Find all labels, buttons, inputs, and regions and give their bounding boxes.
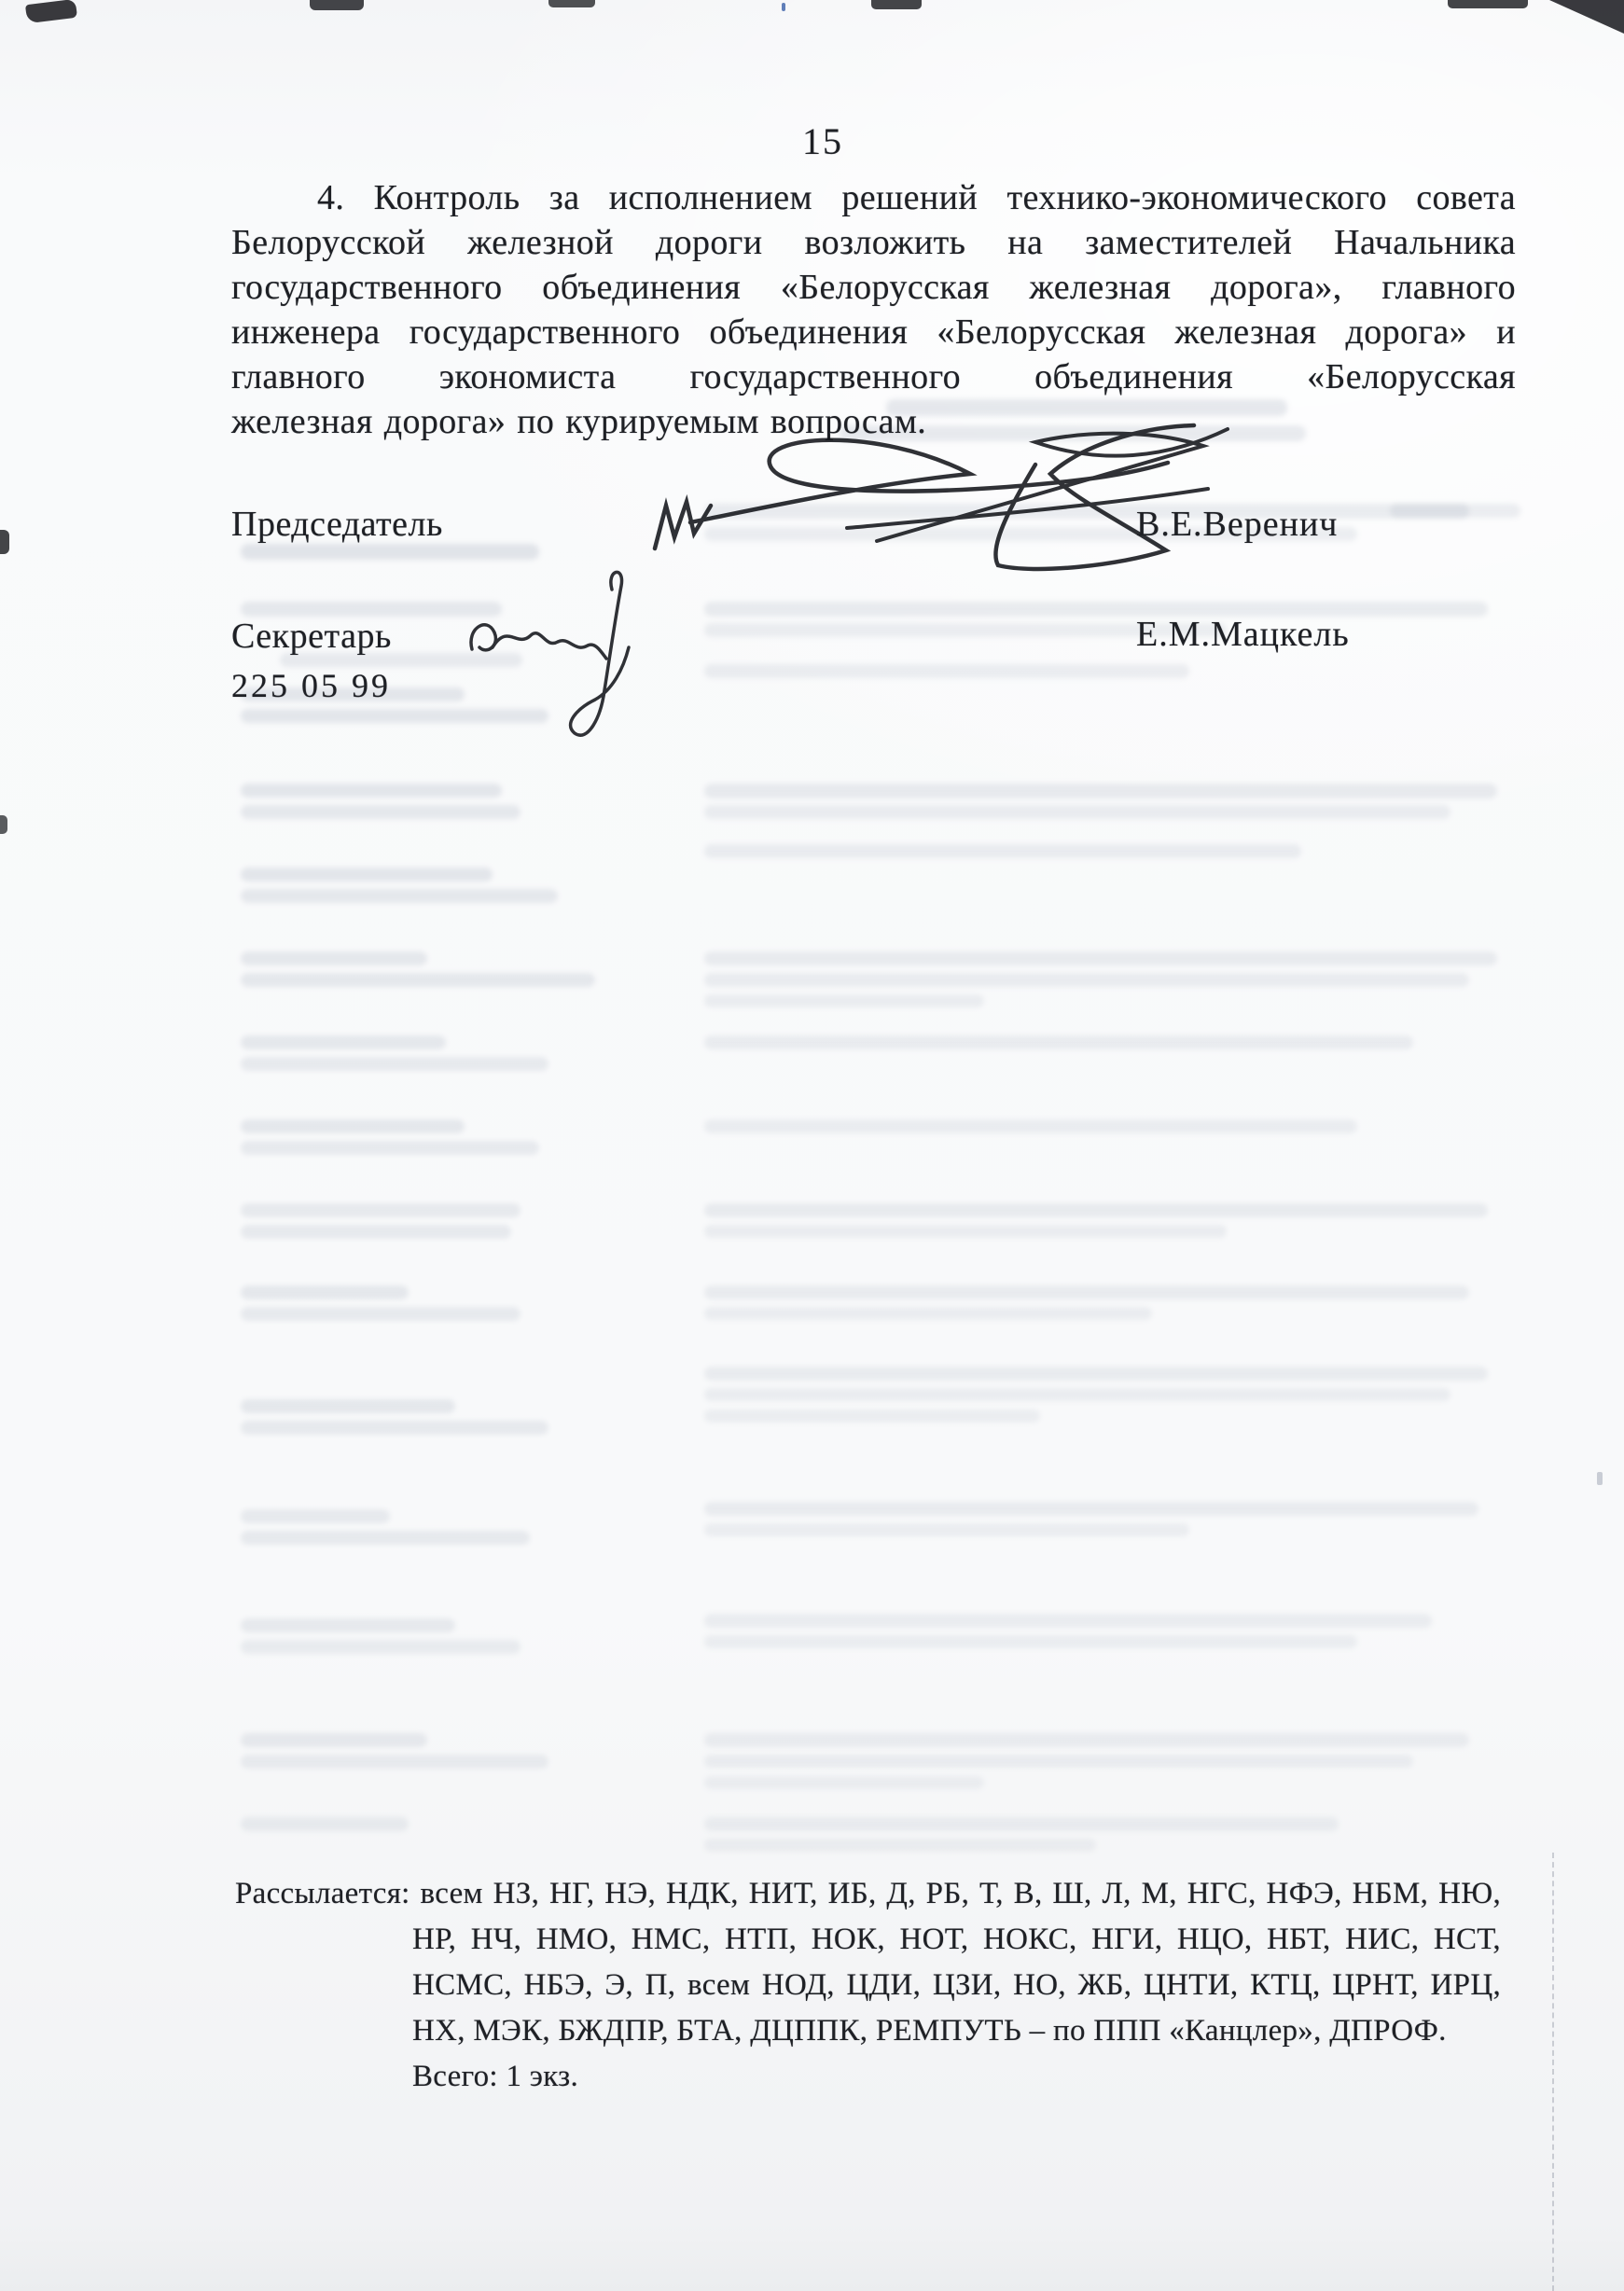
bleed-through-line [704,951,1497,965]
bleed-through-line [704,844,1301,858]
bleed-through-line [704,973,1469,987]
bleed-through-line [241,1755,548,1769]
signature-scribble-icon [446,558,698,758]
bleed-through-line [241,868,493,882]
bleed-through-line [704,1614,1432,1628]
scan-artifact [548,0,595,7]
bleed-through-line [704,1388,1450,1401]
distribution-line: Всего: 1 экз. [412,2060,579,2093]
chairman-signature [597,409,1287,586]
distribution-line: Рассылается: всем НЗ, НГ, НЭ, НДК, НИТ, ИБ, Д, РБ, Т, В, Ш, Л, М, НГС, НФЭ, НБМ, НЮ, [235,1877,1501,1910]
bleed-through-line [241,784,502,798]
ink-speck [1597,1472,1603,1485]
bleed-through-line [241,1421,548,1435]
chairman-title: Председатель [231,505,443,544]
bleed-through-line [241,1531,530,1545]
bleed-through-line [704,1203,1488,1217]
bleed-through-line [241,1618,455,1632]
bleed-through-line [704,1409,1040,1423]
bleed-through-line [241,1307,521,1321]
bleed-through-line [704,784,1497,798]
bleed-through-line [241,1733,427,1747]
distribution-line: НР, НЧ, НМО, НМС, НТП, НОК, НОТ, НОКС, НГИ, НЦО, НБТ, НИС, НСТ, [412,1923,1501,1956]
bleed-through-line [704,1755,1413,1768]
distribution-line: НСМС, НБЭ, Э, П, всем НОД, ЦДИ, ЦЗИ, НО, ЖБ, ЦНТИ, КТЦ, ЦРНТ, ИРЦ, [412,1968,1501,2002]
bleed-through-line [704,1285,1469,1299]
bleed-through-line [704,805,1450,819]
paragraph-line: железная дорога» по курируемым вопросам. [231,402,927,441]
bleed-through-line [704,994,984,1007]
secretary-name: Е.М.Мацкель [1136,615,1350,654]
bleed-through-line [704,664,1189,678]
bleed-through-line [704,602,1488,617]
secretary-signature [446,558,698,758]
bleed-through-line [704,1225,1227,1238]
bleed-through-line [704,1839,1096,1852]
paragraph-line: главного экономиста государственного объединения «Белорусская [231,357,1516,396]
bleed-through-line [241,1509,390,1523]
distribution-line: НХ, МЭК, БЖДПР, БТА, ДЦППК, РЕМПУТЬ – по ППП «Канцлер», ДПРОФ. [412,2014,1447,2048]
bleed-through-line [1390,504,1520,518]
bleed-through-line [704,1035,1413,1049]
scan-artifact [310,0,364,10]
bleed-through-line [704,1776,984,1789]
bleed-through-line [241,951,427,965]
ink-speck [782,3,785,11]
bleed-through-line [704,1119,1357,1133]
bleed-through-line [704,1733,1469,1747]
secretary-title: Секретарь [231,617,392,656]
scan-artifact [25,0,77,23]
signature-scribble-icon [597,409,1287,586]
bleed-through-line [241,805,521,819]
order-paragraph [231,175,1516,444]
bleed-through-line [241,1119,465,1133]
scan-artifact [1448,0,1528,8]
scan-artifact [871,0,922,9]
bleed-through-line [241,1640,521,1654]
bleed-through-line [241,1817,409,1831]
paragraph-line: инженера государственного объединения «Белорусская железная дорога» и [231,312,1516,352]
distribution-block [235,1871,1501,2100]
bleed-through-line [704,1635,1357,1648]
bleed-through-line [704,1817,1339,1831]
bleed-through-line [241,1141,539,1155]
bleed-through-line [704,1307,1152,1320]
bleed-through-line [241,973,595,987]
paragraph-line: 4. Контроль за исполнением решений технико-экономического совета [317,178,1516,217]
bleed-through-line [704,1502,1478,1516]
bleed-through-line [241,1399,455,1413]
paragraph-line: государственного объединения «Белорусская железная дорога», главного [231,268,1516,307]
phone-number: 225 05 99 [231,667,391,704]
bleed-through-line [241,1285,409,1299]
scan-fold-line [1552,1853,1554,2291]
bleed-through-line [241,1035,446,1049]
chairman-name: В.Е.Веренич [1136,505,1339,544]
scan-artifact [0,815,7,834]
bleed-through-line [704,1523,1189,1536]
bleed-through-line [241,1203,521,1217]
bleed-through-line [241,1057,548,1071]
bleed-through-line [241,889,558,903]
scan-artifact [1549,0,1624,34]
paragraph-line: Белорусской железной дороги возложить на заместителей Начальника [231,223,1516,262]
page-number: 15 [802,120,843,162]
scan-artifact [0,530,9,554]
bleed-through-line [241,1225,511,1239]
bleed-through-line [704,1367,1488,1381]
